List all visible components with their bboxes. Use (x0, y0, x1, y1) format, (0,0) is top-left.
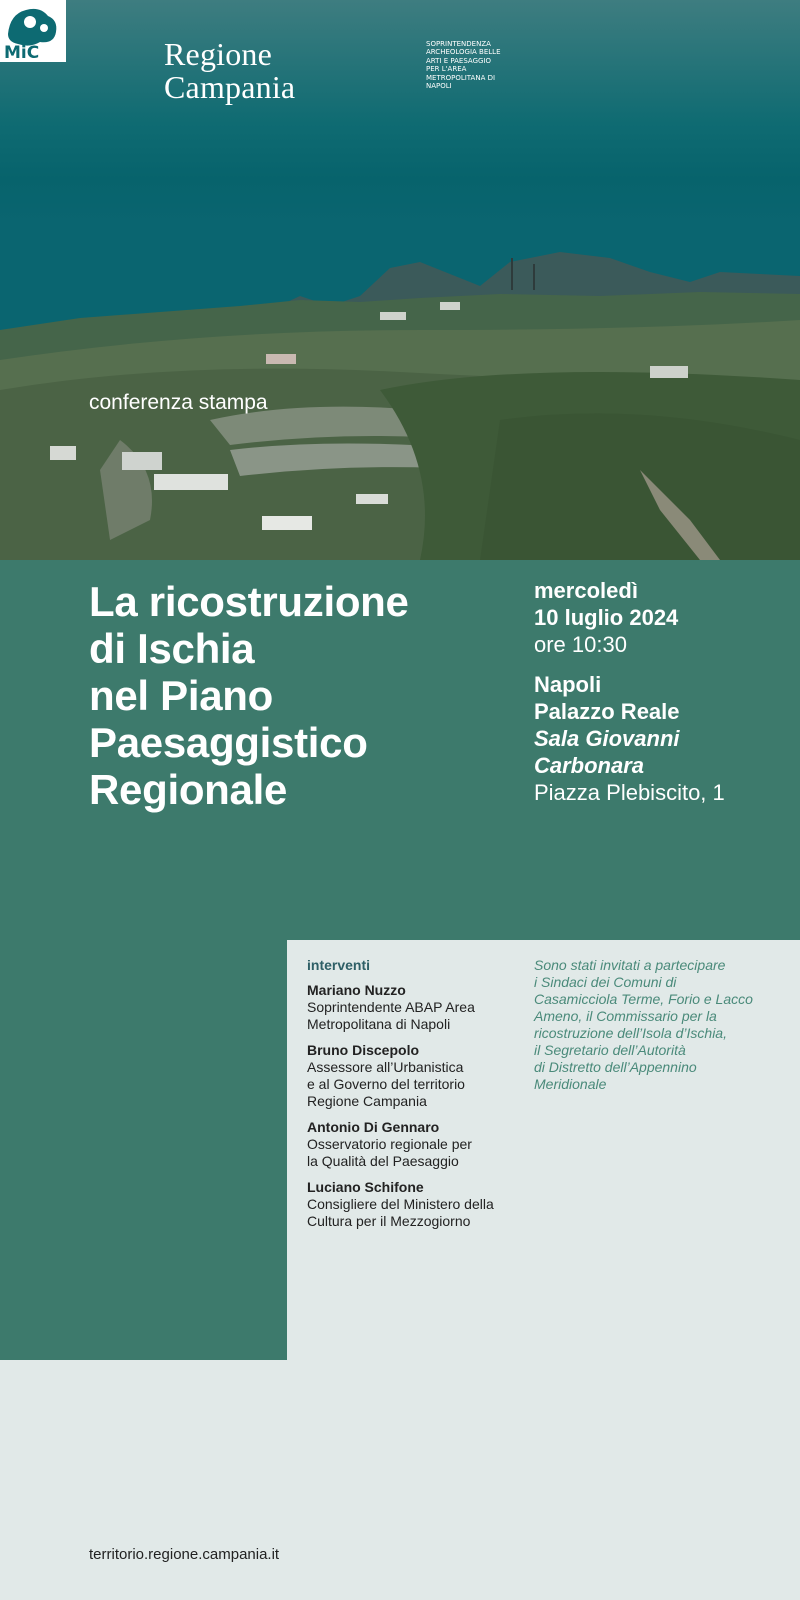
event-day: mercoledì (534, 578, 638, 603)
title-line: di Ischia (89, 625, 255, 672)
event-city: Napoli (534, 672, 602, 697)
speaker-name: Luciano Schifone (307, 1179, 424, 1195)
title-line: Regionale (89, 766, 288, 813)
hero-image (0, 0, 800, 560)
speakers-list (307, 957, 517, 1239)
speaker-name: Bruno Discepolo (307, 1042, 420, 1058)
event-type-label: conferenza stampa (89, 391, 268, 414)
title-line: nel Piano (89, 672, 274, 719)
regione-campania-logo-text (164, 38, 295, 104)
speaker-item (307, 982, 517, 1033)
event-address: Piazza Plebiscito, 1 (534, 780, 725, 805)
logo-line-2: Campania (164, 69, 296, 105)
event-title (89, 578, 509, 813)
speaker-role: Soprintendente ABAP Area Metropolitana di Napoli (307, 999, 475, 1032)
mic-ministry-logo-icon (0, 0, 66, 62)
title-line: Paesaggistico (89, 719, 368, 766)
speaker-role: Assessore all’Urbanistica e al Governo del territorio Regione Campania (307, 1059, 465, 1109)
speaker-role: Consigliere del Ministero della Cultura per il Mezzogiorno (307, 1196, 494, 1229)
title-line: La ricostruzione (89, 578, 409, 625)
speakers-heading: interventi (307, 957, 371, 973)
event-room: Sala Giovanni (534, 726, 680, 751)
ministry-logo-text: SOPRINTENDENZA ARCHEOLOGIA BELLE ARTI E PAESAGGIO PER L'AREA METROPOLITANA DI NAPOLI (426, 40, 501, 91)
invitation-note: Sono stati invitati a partecipare i Sindaci dei Comuni di Casamicciola Terme, Forio e Lacco Ameno, il Commissario per la ricostruzione dell’Isola d’Ischia, il Segretario dell’Autorità di Distretto dell’Appennino Meridionale (534, 957, 753, 1092)
speaker-item (307, 1119, 517, 1170)
event-date: 10 luglio 2024 (534, 605, 679, 630)
mic-logo-mark: MiC (4, 43, 40, 62)
website-link[interactable]: territorio.regione.campania.it (89, 1546, 280, 1563)
speaker-name: Mariano Nuzzo (307, 982, 406, 998)
speaker-item (307, 1179, 517, 1230)
event-time: ore 10:30 (534, 632, 627, 657)
event-details (534, 577, 794, 806)
speaker-role: Osservatorio regionale per la Qualità del Paesaggio (307, 1136, 472, 1169)
landscape-illustration (0, 0, 800, 560)
speaker-item (307, 1042, 517, 1110)
logo-line-1: Regione (164, 36, 273, 72)
speaker-name: Antonio Di Gennaro (307, 1119, 440, 1135)
event-venue: Palazzo Reale (534, 699, 680, 724)
event-room: Carbonara (534, 753, 645, 778)
